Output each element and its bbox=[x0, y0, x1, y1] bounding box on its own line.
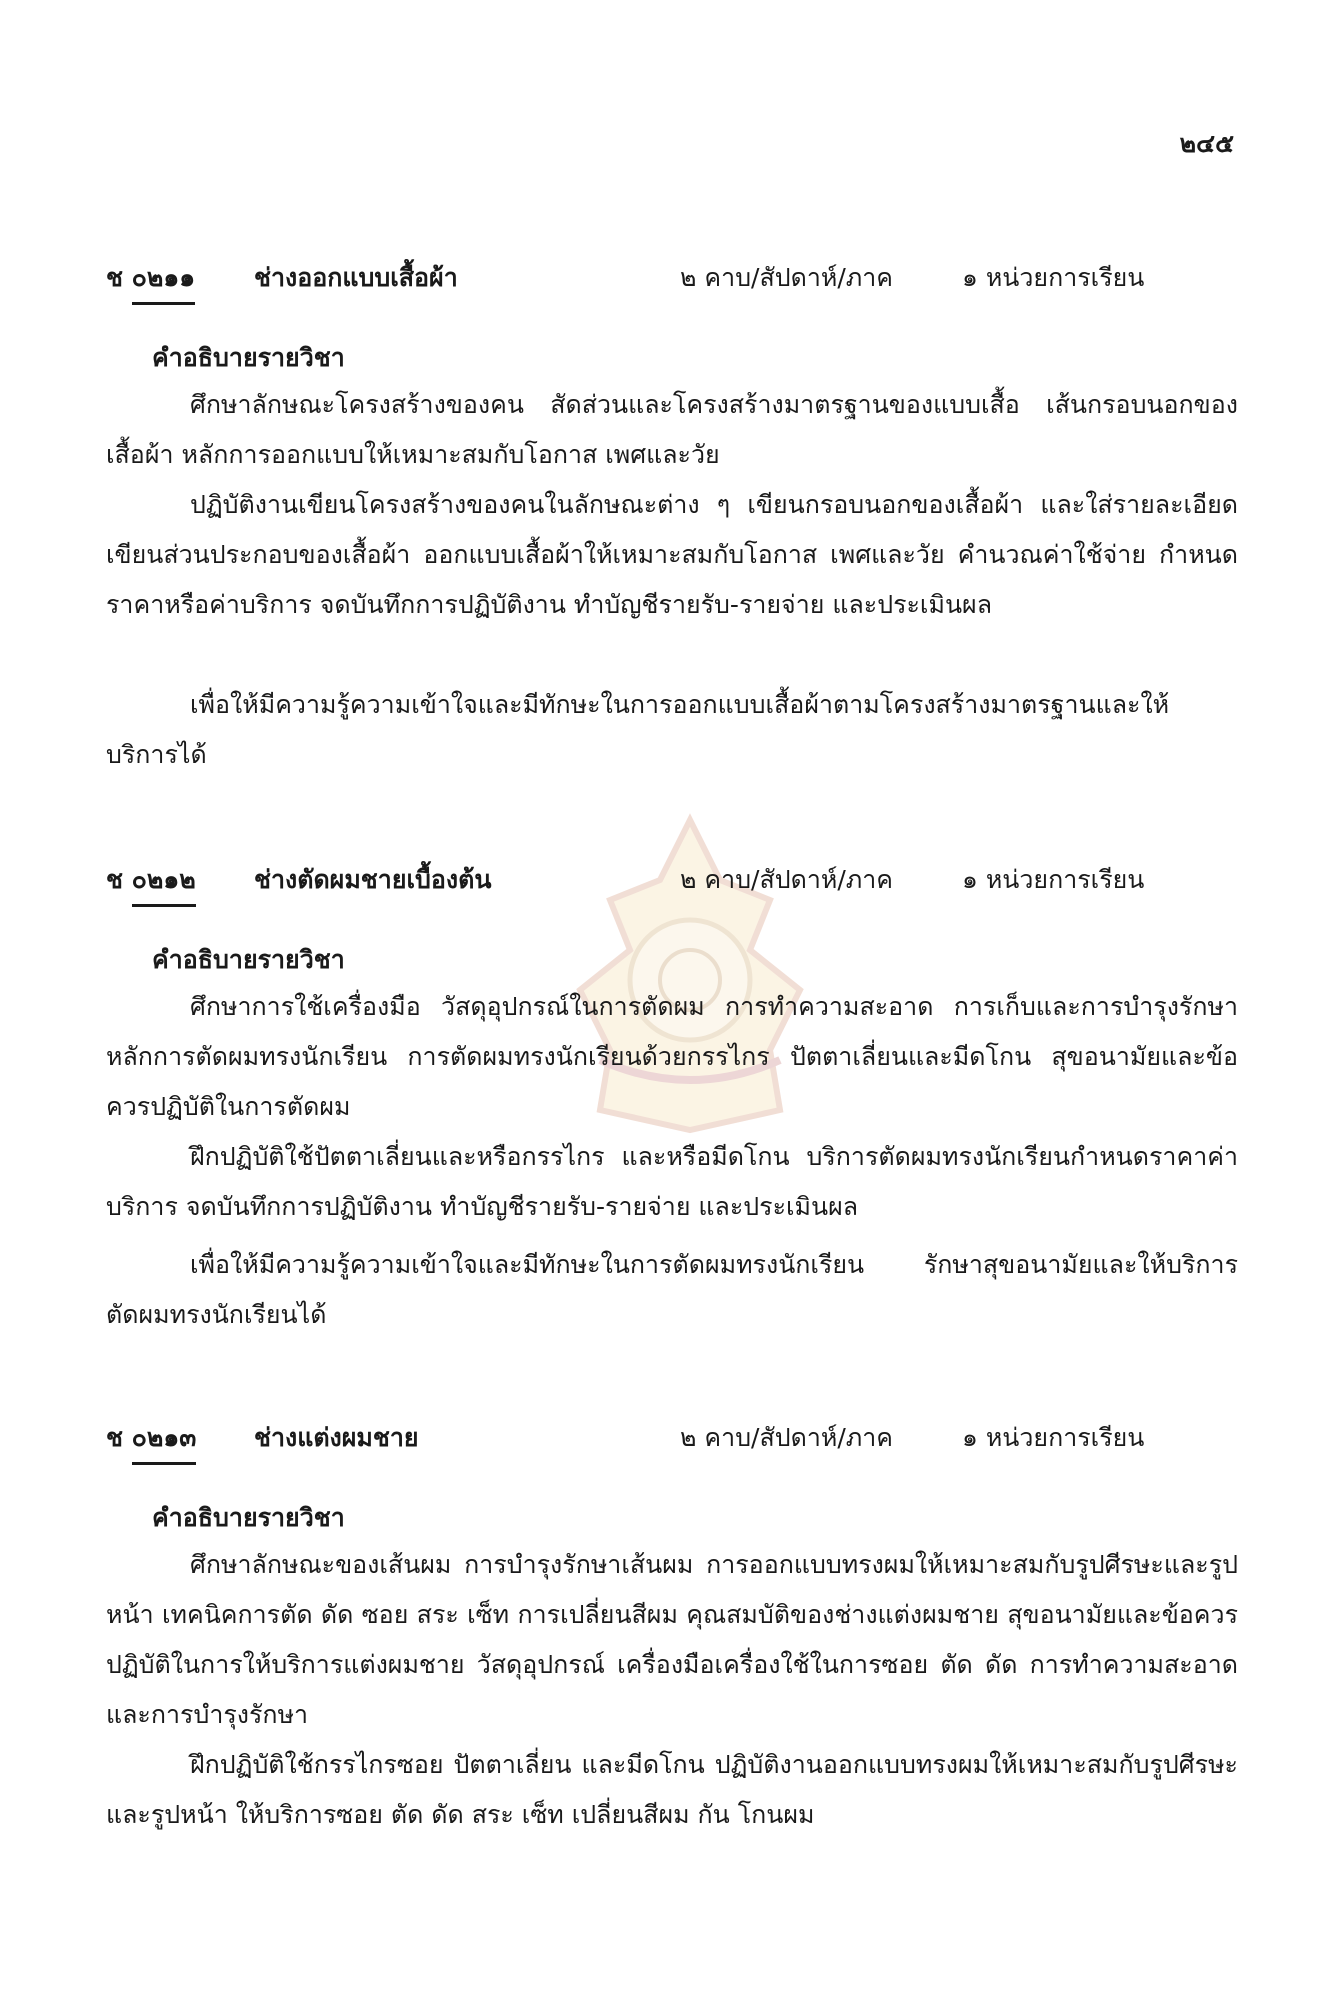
course-section-0212 bbox=[0, 860, 1340, 1329]
description-paragraph: เพื่อให้มีความรู้ความเข้าใจและมีทักษะในการตัดผมทรงนักเรียน รักษาสุขอนามัยและให้บริการตัดผมทรงนักเรียนได้ bbox=[106, 1250, 1238, 1329]
course-code-number: ๐๒๑๓ bbox=[132, 1418, 197, 1465]
course-section-0213 bbox=[0, 1418, 1340, 1829]
course-code-prefix: ช bbox=[106, 263, 132, 292]
description-paragraph: ศึกษาลักษณะของเส้นผม การบำรุงรักษาเส้นผม การออกแบบทรงผมให้เหมาะสมกับรูปศีรษะและรูปหน้า เทคนิคการตัด ดัด ซอย สระ เซ็ท การเปลี่ยนสีผม คุณสมบัติของช่างแต่งผมชาย สุขอนามัยและข้อควรปฏิบัติในการให้บริการแต่งผมชาย วัสดุอุปกรณ์ เครื่องมือเครื่องใช้ในการซอย ตัด ดัด การทำความสะอาดและการบำรุงรักษา bbox=[106, 1550, 1238, 1729]
description-paragraph: ปฏิบัติงานเขียนโครงสร้างของคนในลักษณะต่าง ๆ เขียนกรอบนอกของเสื้อผ้า และใส่รายละเอียด เขียนส่วนประกอบของเสื้อผ้า ออกแบบเสื้อผ้าให้เหมาะสมกับโอกาส เพศและวัย คำนวณค่าใช้จ่าย กำหนดราคาหรือค่าบริการ จดบันทึกการปฏิบัติงาน ทำบัญชีรายรับ-รายจ่าย และประเมินผล bbox=[106, 490, 1238, 619]
course-code-number: ๐๒๑๒ bbox=[132, 860, 196, 907]
course-name: ช่างแต่งผมชาย bbox=[254, 1423, 419, 1452]
course-code bbox=[106, 860, 196, 907]
description-paragraph: เพื่อให้มีความรู้ความเข้าใจและมีทักษะในการออกแบบเสื้อผ้าตามโครงสร้างมาตรฐานและให้บริการได้ bbox=[106, 690, 1170, 769]
course-hours: ๒ คาบ/สัปดาห์/ภาค bbox=[680, 865, 894, 894]
course-header bbox=[0, 1418, 1340, 1458]
course-header bbox=[0, 860, 1340, 900]
course-header bbox=[0, 258, 1340, 298]
description-paragraph: ฝึกปฏิบัติใช้กรรไกรซอย ปัตตาเลี่ยน และมีดโกน ปฏิบัติงานออกแบบทรงผมให้เหมาะสมกับรูปศีรษะและรูปหน้า ให้บริการซอย ตัด ดัด สระ เซ็ท เปลี่ยนสีผม กัน โกนผม bbox=[106, 1750, 1238, 1829]
description-paragraph: ฝึกปฏิบัติใช้ปัตตาเลี่ยนและหรือกรรไกร และหรือมีดโกน บริการตัดผมทรงนักเรียนกำหนดราคาค่าบริการ จดบันทึกการปฏิบัติงาน ทำบัญชีรายรับ-รายจ่าย และประเมินผล bbox=[106, 1142, 1238, 1221]
course-name: ช่างออกแบบเสื้อผ้า bbox=[254, 263, 458, 292]
course-code bbox=[106, 1418, 196, 1465]
course-credits: ๑ หน่วยการเรียน bbox=[962, 263, 1145, 292]
course-code-prefix: ช bbox=[106, 865, 132, 894]
course-hours: ๒ คาบ/สัปดาห์/ภาค bbox=[680, 1423, 894, 1452]
course-section-0211 bbox=[0, 258, 1340, 769]
course-credits: ๑ หน่วยการเรียน bbox=[962, 1423, 1145, 1452]
course-hours: ๒ คาบ/สัปดาห์/ภาค bbox=[680, 263, 894, 292]
course-code-prefix: ช bbox=[106, 1423, 132, 1452]
description-heading: คำอธิบายรายวิชา bbox=[152, 1503, 345, 1532]
description-paragraph: ศึกษาการใช้เครื่องมือ วัสดุอุปกรณ์ในการตัดผม การทำความสะอาด การเก็บและการบำรุงรักษา หลักการตัดผมทรงนักเรียน การตัดผมทรงนักเรียนด้วยกรรไกร ปัตตาเลี่ยนและมีดโกน สุขอนามัยและข้อควรปฏิบัติในการตัดผม bbox=[106, 992, 1238, 1121]
course-code bbox=[106, 258, 195, 305]
page-number: ๒๔๕ bbox=[1179, 129, 1234, 158]
description-heading: คำอธิบายรายวิชา bbox=[152, 945, 345, 974]
description-heading: คำอธิบายรายวิชา bbox=[152, 343, 345, 372]
course-code-number: ๐๒๑๑ bbox=[132, 258, 195, 305]
description-paragraph: ศึกษาลักษณะโครงสร้างของคน สัดส่วนและโครงสร้างมาตรฐานของแบบเสื้อ เส้นกรอบนอกของเสื้อผ้า หลักการออกแบบให้เหมาะสมกับโอกาส เพศและวัย bbox=[106, 390, 1238, 469]
course-name: ช่างตัดผมชายเบื้องต้น bbox=[254, 865, 492, 894]
course-credits: ๑ หน่วยการเรียน bbox=[962, 865, 1145, 894]
